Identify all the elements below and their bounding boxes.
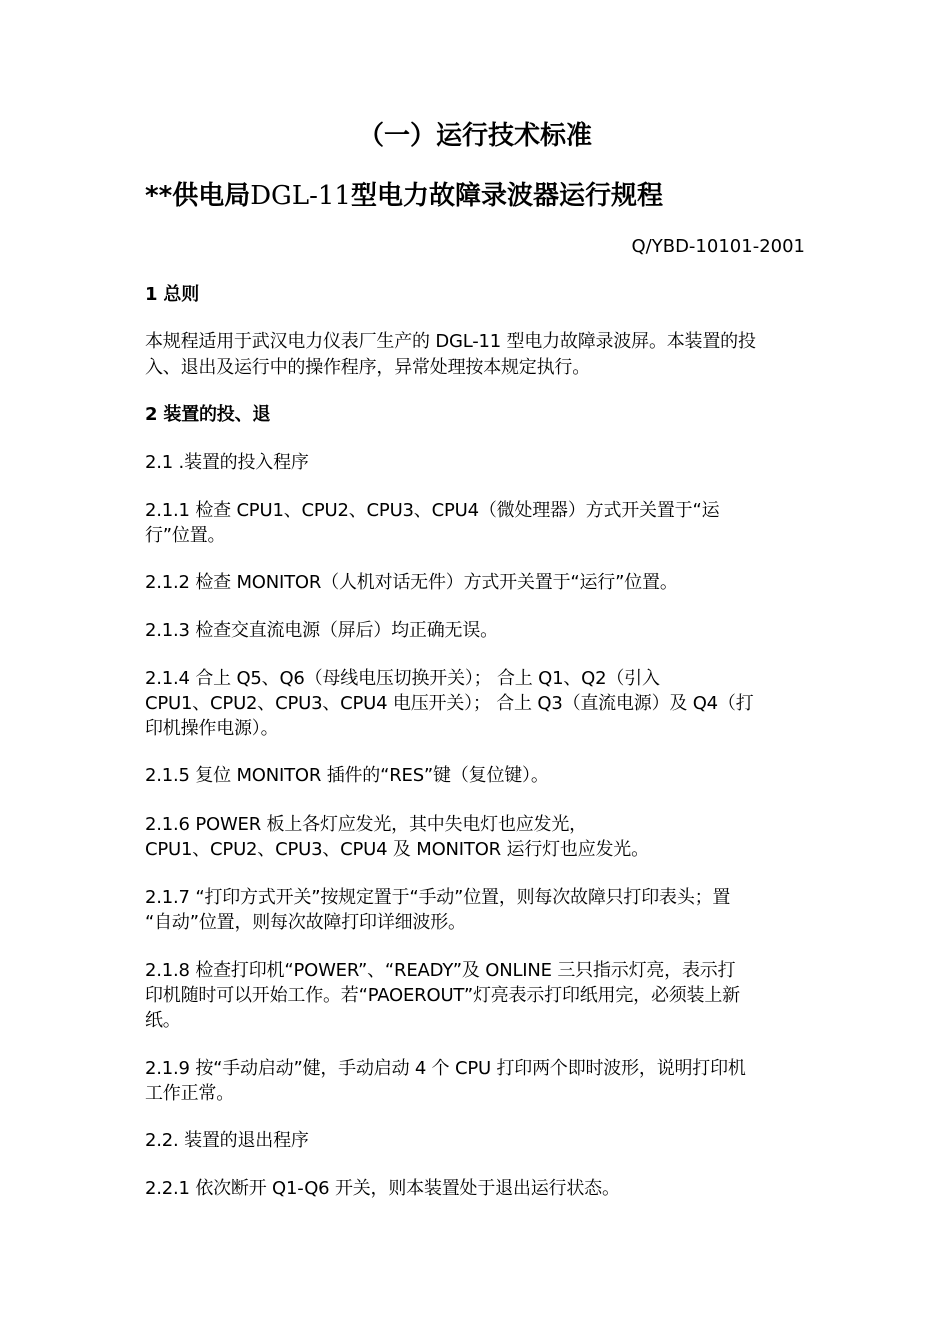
item-2-1-5: 2.1.5 复位 MONITOR 插件的“RES”键（复位键）。 xyxy=(145,765,549,786)
page-title: （一）运行技术标准 xyxy=(357,121,592,151)
regulation-title xyxy=(145,178,805,214)
regulation-title-prefix: **供电局 xyxy=(145,181,251,211)
item-2-1-4-line-1: 2.1.4 合上 Q5、Q6（母线电压切换开关）； 合上 Q1、Q2（引入 xyxy=(145,668,660,689)
item-2-1-4-line-2: CPU1、CPU2、CPU3、CPU4 电压开关）； 合上 Q3（直流电源）及 Q4（打 xyxy=(145,693,754,714)
item-2-1-6-line-1: 2.1.6 POWER 板上各灯应发光，其中失电灯也应发光， xyxy=(145,814,587,835)
item-2-1-1-line-1: 2.1.1 检查 CPU1、CPU2、CPU3、CPU4（微处理器）方式开关置于“运 xyxy=(145,500,720,521)
section-2-heading: 2 装置的投、退 xyxy=(145,404,271,425)
item-2-1-2: 2.1.2 检查 MONITOR（人机对话无件）方式开关置于“运行”位置。 xyxy=(145,572,678,593)
item-2-1-9-line-2: 工作正常。 xyxy=(145,1083,234,1104)
section-1-text-line-1: 本规程适用于武汉电力仪表厂生产的 DGL-11 型电力故障录波屏。本装置的投 xyxy=(145,331,756,352)
item-2-1-7-line-1: 2.1.7 “打印方式开关”按规定置于“手动”位置，则每次故障只打印表头；置 xyxy=(145,887,731,908)
document-number: Q/YBD-10101-2001 xyxy=(631,236,805,257)
item-2-1-9-line-1: 2.1.9 按“手动启动”健，手动启动 4 个 CPU 打印两个即时波形，说明打印机 xyxy=(145,1058,746,1079)
item-2-2-1: 2.2.1 依次断开 Q1-Q6 开关，则本装置处于退出运行状态。 xyxy=(145,1178,620,1199)
section-2-2: 2.2. 装置的退出程序 xyxy=(145,1130,309,1151)
section-1-text-line-2: 入、退出及运行中的操作程序，异常处理按本规定执行。 xyxy=(145,357,590,378)
item-2-1-7-line-2: “自动”位置，则每次故障打印详细波形。 xyxy=(145,912,466,933)
document-page xyxy=(145,0,805,1344)
item-2-1-8-line-3: 纸。 xyxy=(145,1010,181,1031)
section-1-heading: 1 总则 xyxy=(145,284,199,305)
item-2-1-8-line-1: 2.1.8 检查打印机“POWER”、“READY”及 ONLINE 三只指示灯亮，表示打 xyxy=(145,960,736,981)
item-2-1-1-line-2: 行”位置。 xyxy=(145,525,226,546)
regulation-title-model: DGL-11 xyxy=(250,181,351,211)
item-2-1-4-line-3: 印机操作电源）。 xyxy=(145,718,279,739)
item-2-1-8-line-2: 印机随时可以开始工作。若“PAOEROUT”灯亮表示打印纸用完，必须装上新 xyxy=(145,985,740,1006)
item-2-1-6-line-2: CPU1、CPU2、CPU3、CPU4 及 MONITOR 运行灯也应发光。 xyxy=(145,839,649,860)
item-2-1-3: 2.1.3 检查交直流电源（屏后）均正确无误。 xyxy=(145,620,498,641)
section-2-1: 2.1 .装置的投入程序 xyxy=(145,452,309,473)
regulation-title-suffix: 型电力故障录波器运行规程 xyxy=(350,181,663,211)
